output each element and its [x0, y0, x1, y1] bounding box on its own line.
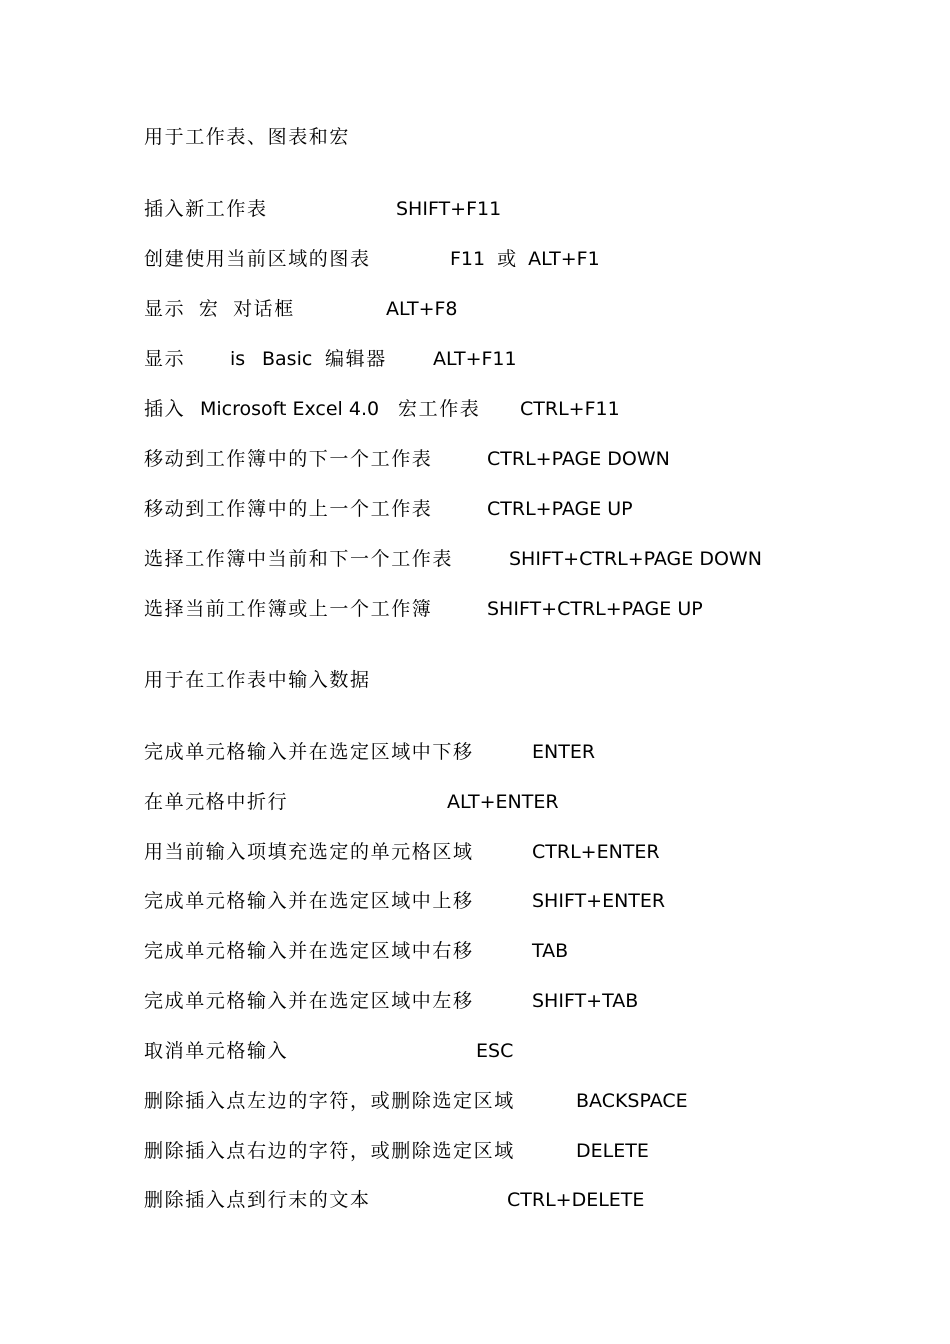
- shortcut-key: ALT+ENTER: [447, 791, 559, 813]
- shortcut-key: ALT+F8: [386, 298, 458, 320]
- shortcut-key: CTRL+PAGE DOWN: [487, 448, 670, 470]
- shortcut-key: CTRL+DELETE: [507, 1189, 645, 1211]
- shortcut-key: SHIFT+CTRL+PAGE UP: [487, 598, 703, 620]
- shortcut-description: 删除插入点右边的字符，或删除选定区域: [144, 1140, 515, 1162]
- shortcut-key: SHIFT+F11: [396, 198, 502, 220]
- shortcut-description: 选择当前工作簿或上一个工作簿: [144, 598, 433, 620]
- shortcut-description: 在单元格中折行: [144, 791, 289, 813]
- shortcut-description-prefix: 显示: [144, 348, 186, 370]
- shortcut-description-product: Microsoft Excel 4.0: [200, 398, 380, 420]
- shortcut-description: 删除插入点到行末的文本: [144, 1189, 371, 1211]
- shortcut-key: ESC: [476, 1040, 514, 1062]
- shortcut-description: 移动到工作簿中的上一个工作表: [144, 498, 433, 520]
- shortcut-description: 用当前输入项填充选定的单元格区域: [144, 841, 474, 863]
- shortcut-description: 完成单元格输入并在选定区域中上移: [144, 890, 474, 912]
- shortcut-description: 删除插入点左边的字符，或删除选定区域: [144, 1090, 515, 1112]
- shortcut-description: 完成单元格输入并在选定区域中下移: [144, 741, 474, 763]
- shortcut-key: CTRL+F11: [520, 398, 620, 420]
- shortcut-key: SHIFT+ENTER: [532, 890, 666, 912]
- shortcut-key: DELETE: [576, 1140, 649, 1162]
- shortcut-key: F11 或 ALT+F1: [450, 248, 600, 270]
- shortcut-description: 完成单元格输入并在选定区域中左移: [144, 990, 474, 1012]
- shortcut-description-prefix: 插入: [144, 398, 186, 420]
- shortcut-description: 插入新工作表: [144, 198, 268, 220]
- shortcut-description-basic: Basic: [262, 348, 313, 370]
- shortcut-description: 取消单元格输入: [144, 1040, 289, 1062]
- shortcut-description-is: is: [230, 348, 246, 370]
- shortcut-key: SHIFT+TAB: [532, 990, 639, 1012]
- shortcut-key: SHIFT+CTRL+PAGE DOWN: [509, 548, 762, 570]
- shortcut-key: BACKSPACE: [576, 1090, 688, 1112]
- section-heading: 用于工作表、图表和宏: [144, 126, 351, 148]
- shortcut-key: ALT+F11: [433, 348, 517, 370]
- shortcut-description: 移动到工作簿中的下一个工作表: [144, 448, 433, 470]
- shortcut-description-suffix: 编辑器: [325, 348, 387, 370]
- shortcut-description: 选择工作簿中当前和下一个工作表: [144, 548, 454, 570]
- shortcut-description: 创建使用当前区域的图表: [144, 248, 371, 270]
- shortcut-description: 完成单元格输入并在选定区域中右移: [144, 940, 474, 962]
- shortcut-key: CTRL+ENTER: [532, 841, 660, 863]
- shortcut-key: ENTER: [532, 741, 596, 763]
- shortcut-key: CTRL+PAGE UP: [487, 498, 633, 520]
- shortcut-key: TAB: [532, 940, 569, 962]
- shortcut-description: 显示 宏 对话框: [144, 298, 295, 320]
- shortcut-description-suffix: 宏工作表: [398, 398, 481, 420]
- section-heading: 用于在工作表中输入数据: [144, 669, 371, 691]
